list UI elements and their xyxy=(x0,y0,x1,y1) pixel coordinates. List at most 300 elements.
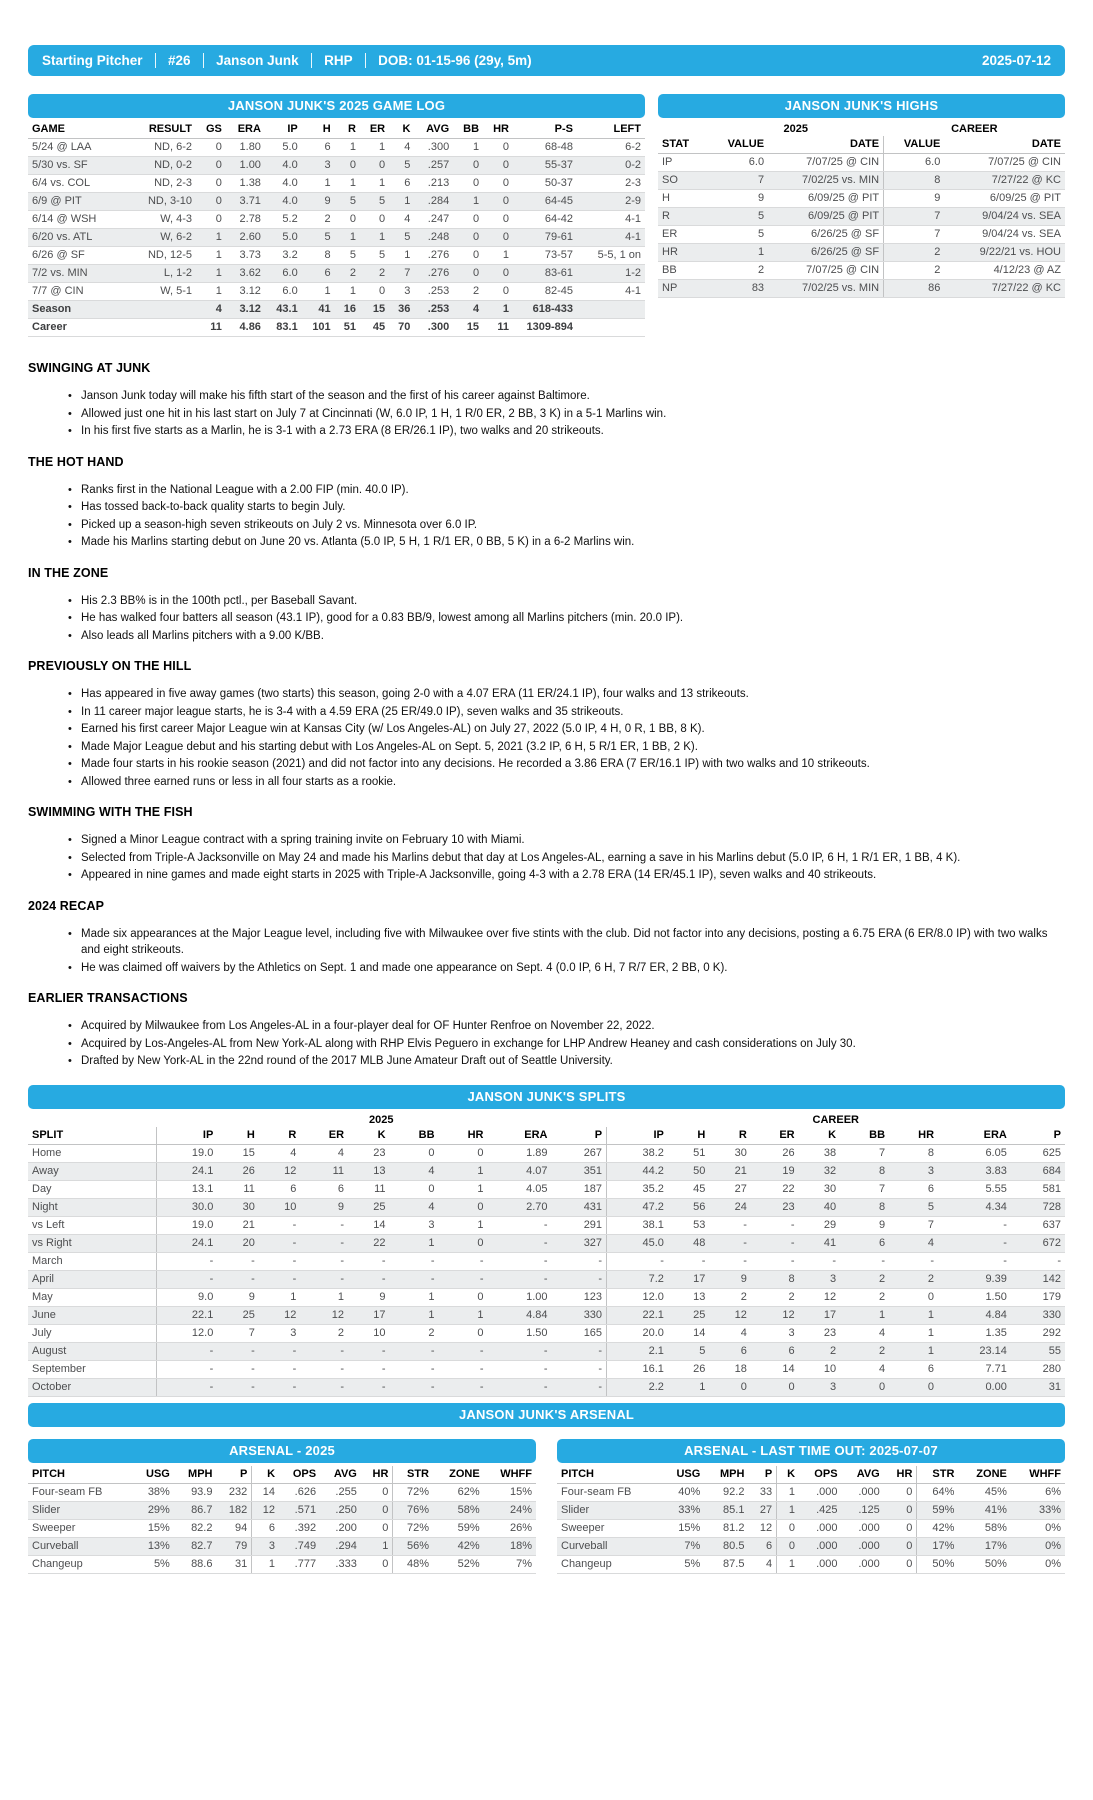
table-cell: 55 xyxy=(1011,1342,1065,1360)
table-cell: L, 1-2 xyxy=(124,265,196,283)
column-header: HR xyxy=(483,121,513,139)
table-cell: 23 xyxy=(751,1198,799,1216)
table-cell: 1.89 xyxy=(487,1144,551,1162)
table-cell: 0 xyxy=(483,139,513,157)
table-cell: 0 xyxy=(360,157,389,175)
bullet-item: • In his first five starts as a Marlin, he is 3-1 with a 2.73 ERA (8 ER/26.1 IP), two walks and 20 strikeouts. xyxy=(68,423,1065,440)
table-cell: 1 xyxy=(335,175,360,193)
table-cell: - xyxy=(217,1342,259,1360)
table-row xyxy=(28,1180,1065,1198)
table-cell: 41% xyxy=(958,1501,1010,1519)
bullet-list xyxy=(28,593,1065,645)
highs-table xyxy=(658,121,1065,298)
table-cell: 5-5, 1 on xyxy=(577,247,645,265)
column-header: ERA xyxy=(938,1127,1011,1145)
table-cell: 5.0 xyxy=(265,229,302,247)
table-cell: 0 xyxy=(483,229,513,247)
table-cell: 0% xyxy=(1011,1519,1065,1537)
table-cell: 0 xyxy=(453,247,483,265)
table-cell: - xyxy=(259,1252,301,1270)
table-row xyxy=(28,1288,1065,1306)
table-cell: 6 xyxy=(302,265,335,283)
table-cell: 6/26/25 @ SF xyxy=(768,226,884,244)
table-cell: 6 xyxy=(748,1537,776,1555)
table-cell: 17% xyxy=(958,1537,1010,1555)
highs-title-bar: JANSON JUNK'S HIGHS xyxy=(658,94,1065,118)
table-cell: Slider xyxy=(28,1501,132,1519)
table-cell: 1 xyxy=(483,247,513,265)
table-cell: 6.05 xyxy=(938,1144,1011,1162)
table-cell: - xyxy=(709,1216,751,1234)
section-the-hot-hand xyxy=(28,455,1065,551)
column-header: BB xyxy=(453,121,483,139)
table-cell: 26 xyxy=(668,1360,710,1378)
table-cell: .000 xyxy=(842,1483,884,1501)
game-log-table xyxy=(28,121,645,337)
table-cell: 3 xyxy=(889,1162,938,1180)
column-header: H xyxy=(302,121,335,139)
bullet-item: • Appeared in nine games and made eight starts in 2025 with Triple-A Jacksonville, going 4-3 with a 2.78 ERA (14 ER/45.1 IP), seven walks and 40 strikeouts. xyxy=(68,867,1065,884)
table-cell: 0 xyxy=(884,1501,917,1519)
table-cell xyxy=(577,301,645,319)
table-cell: 1.50 xyxy=(938,1288,1011,1306)
table-cell: - xyxy=(348,1252,390,1270)
table-cell: 0 xyxy=(884,1555,917,1573)
table-row xyxy=(28,1342,1065,1360)
bullet-item: • He was claimed off waivers by the Athletics on Sept. 1 and made one appearance on Sept. 4 (0.0 IP, 6 H, 7 R/7 ER, 2 BB, 0 K). xyxy=(68,960,1065,977)
date-of-birth: DOB: 01-15-96 (29y, 5m) xyxy=(378,53,532,68)
table-cell: 101 xyxy=(302,319,335,337)
table-cell: 26 xyxy=(751,1144,799,1162)
highs-group-row xyxy=(658,121,1065,136)
table-cell: 19.0 xyxy=(156,1144,217,1162)
table-cell: - xyxy=(552,1360,607,1378)
table-cell: 0 xyxy=(453,175,483,193)
table-cell: 22.1 xyxy=(156,1306,217,1324)
table-cell: 4 xyxy=(196,301,226,319)
table-cell: 4 xyxy=(889,1234,938,1252)
table-cell: 5 xyxy=(708,208,768,226)
table-cell: 4.0 xyxy=(265,175,302,193)
table-row xyxy=(28,1555,536,1573)
table-cell: - xyxy=(487,1360,551,1378)
table-cell: - xyxy=(348,1360,390,1378)
table-cell: 280 xyxy=(1011,1360,1065,1378)
table-cell: 2 xyxy=(884,244,945,262)
table-cell: 68-48 xyxy=(513,139,577,157)
table-cell: - xyxy=(259,1234,301,1252)
table-cell: 6.0 xyxy=(265,265,302,283)
table-cell: .294 xyxy=(320,1537,361,1555)
table-cell: 45.0 xyxy=(607,1234,668,1252)
table-cell: 1 xyxy=(360,229,389,247)
table-cell: 0 xyxy=(889,1288,938,1306)
table-cell: 15% xyxy=(132,1519,174,1537)
table-cell: 3.62 xyxy=(226,265,265,283)
table-cell: 6.0 xyxy=(884,154,945,172)
table-cell: 17 xyxy=(348,1306,390,1324)
table-cell: 1 xyxy=(390,1306,439,1324)
table-cell: - xyxy=(348,1270,390,1288)
table-cell: .000 xyxy=(842,1537,884,1555)
table-cell: 0 xyxy=(439,1234,488,1252)
table-cell: 6/09/25 @ PIT xyxy=(768,190,884,208)
table-cell: 2 xyxy=(799,1342,841,1360)
table-cell: 38% xyxy=(132,1483,174,1501)
table-cell: 53 xyxy=(668,1216,710,1234)
group-label-2025: 2025 xyxy=(369,1113,394,1126)
table-cell: - xyxy=(751,1234,799,1252)
table-cell: 2 xyxy=(889,1270,938,1288)
table-cell: - xyxy=(259,1360,301,1378)
table-cell: 9/04/24 vs. SEA xyxy=(944,208,1065,226)
table-cell: 52% xyxy=(433,1555,484,1573)
column-header: STR xyxy=(393,1466,433,1484)
column-header: BB xyxy=(840,1127,889,1145)
table-cell: .257 xyxy=(414,157,453,175)
table-cell: 684 xyxy=(1011,1162,1065,1180)
table-cell: 1 xyxy=(390,1288,439,1306)
arsenal-header-row xyxy=(557,1466,1065,1484)
table-cell: 8 xyxy=(889,1144,938,1162)
column-header: MPH xyxy=(174,1466,217,1484)
table-cell: 6 xyxy=(259,1180,301,1198)
table-cell: 50-37 xyxy=(513,175,577,193)
section-previously-on-the-hill xyxy=(28,659,1065,790)
table-cell: 1 xyxy=(196,229,226,247)
table-cell: .571 xyxy=(279,1501,320,1519)
table-cell: 0 xyxy=(483,211,513,229)
table-cell: 7 xyxy=(217,1324,259,1342)
divider xyxy=(365,53,367,68)
table-row xyxy=(28,1324,1065,1342)
arsenal-last-time-out-title-bar: ARSENAL - LAST TIME OUT: 2025-07-07 xyxy=(557,1439,1065,1463)
table-cell: ND, 3-10 xyxy=(124,193,196,211)
table-cell: 48% xyxy=(393,1555,433,1573)
table-cell: - xyxy=(300,1378,348,1396)
table-cell: 9 xyxy=(302,193,335,211)
table-row xyxy=(28,265,645,283)
table-cell: - xyxy=(607,1252,668,1270)
column-header: VALUE xyxy=(708,136,768,154)
table-row xyxy=(557,1537,1065,1555)
table-cell: 1 xyxy=(361,1537,393,1555)
table-cell: 7/7 @ CIN xyxy=(28,283,124,301)
table-cell: 7/07/25 @ CIN xyxy=(944,154,1065,172)
column-header: ZONE xyxy=(958,1466,1010,1484)
table-cell: 93.9 xyxy=(174,1483,217,1501)
table-cell: 5/24 @ LAA xyxy=(28,139,124,157)
game-log-title-bar: JANSON JUNK'S 2025 GAME LOG xyxy=(28,94,645,118)
column-header: DATE xyxy=(944,136,1065,154)
table-cell: - xyxy=(487,1216,551,1234)
table-cell: 1-2 xyxy=(577,265,645,283)
table-cell: 3 xyxy=(252,1537,279,1555)
table-cell: .213 xyxy=(414,175,453,193)
table-cell: - xyxy=(390,1270,439,1288)
bullet-item: • Made his Marlins starting debut on June 20 vs. Atlanta (5.0 IP, 5 H, 1 R/1 ER, 0 BB, 5 K) in a 6-2 Marlins win. xyxy=(68,534,1065,551)
table-row xyxy=(658,172,1065,190)
table-cell: 0 xyxy=(889,1378,938,1396)
table-row xyxy=(28,1537,536,1555)
game-log-section xyxy=(28,94,645,337)
section-heading: EARLIER TRANSACTIONS xyxy=(28,991,188,1005)
bullet-item: • Allowed just one hit in his last start on July 7 at Cincinnati (W, 6.0 IP, 1 H, 1 R/0 ER, 2 BB, 3 K) in a 5-1 Marlins win. xyxy=(68,406,1065,423)
table-cell: .253 xyxy=(414,283,453,301)
table-cell: 1 xyxy=(196,247,226,265)
table-cell: ND, 2-3 xyxy=(124,175,196,193)
player-role: Starting Pitcher xyxy=(42,53,143,68)
table-cell: W, 6-2 xyxy=(124,229,196,247)
column-header: SPLIT xyxy=(28,1127,156,1145)
table-cell: 12 xyxy=(751,1306,799,1324)
table-cell: 2 xyxy=(300,1324,348,1342)
table-cell: 12 xyxy=(748,1519,776,1537)
table-cell: 7 xyxy=(884,208,945,226)
table-cell: 3.12 xyxy=(226,283,265,301)
bullet-list xyxy=(28,1018,1065,1070)
column-header: K xyxy=(799,1127,841,1145)
table-cell: 24% xyxy=(484,1501,536,1519)
bullet-list xyxy=(28,482,1065,551)
table-cell: 83-61 xyxy=(513,265,577,283)
table-cell: October xyxy=(28,1378,156,1396)
table-cell: 1 xyxy=(483,301,513,319)
table-cell: 6 xyxy=(709,1342,751,1360)
table-row xyxy=(28,283,645,301)
table-cell: 3 xyxy=(259,1324,301,1342)
table-cell: 2 xyxy=(302,211,335,229)
table-cell: 40 xyxy=(799,1198,841,1216)
table-cell: 1 xyxy=(302,175,335,193)
table-cell: 7/27/22 @ KC xyxy=(944,172,1065,190)
table-cell: 16 xyxy=(335,301,360,319)
table-cell: 2 xyxy=(751,1288,799,1306)
table-cell: 179 xyxy=(1011,1288,1065,1306)
table-cell: 2 xyxy=(335,265,360,283)
table-cell: W, 4-3 xyxy=(124,211,196,229)
table-cell: .000 xyxy=(799,1537,841,1555)
table-cell: 672 xyxy=(1011,1234,1065,1252)
table-cell: 9.0 xyxy=(156,1288,217,1306)
table-cell: 55-37 xyxy=(513,157,577,175)
table-cell: 7% xyxy=(661,1537,704,1555)
table-cell: 5.2 xyxy=(265,211,302,229)
column-header: R xyxy=(259,1127,301,1145)
table-cell: 22.1 xyxy=(607,1306,668,1324)
table-cell: 1 xyxy=(889,1324,938,1342)
bullet-list xyxy=(28,832,1065,884)
table-cell: 16.1 xyxy=(607,1360,668,1378)
table-cell: - xyxy=(348,1378,390,1396)
table-cell: 3 xyxy=(751,1324,799,1342)
table-cell: 6/4 vs. COL xyxy=(28,175,124,193)
table-cell: - xyxy=(552,1270,607,1288)
arsenal-tables-row xyxy=(28,1439,1065,1574)
arsenal-last-time-out-table xyxy=(557,1466,1065,1574)
table-cell: 30 xyxy=(799,1180,841,1198)
table-cell: 0 xyxy=(483,265,513,283)
table-cell: 6/26 @ SF xyxy=(28,247,124,265)
table-cell: 17 xyxy=(668,1270,710,1288)
column-header: AVG xyxy=(842,1466,884,1484)
column-header: STAT xyxy=(658,136,708,154)
table-cell: 45 xyxy=(360,319,389,337)
table-cell: 182 xyxy=(216,1501,251,1519)
table-cell: 29% xyxy=(132,1501,174,1519)
table-cell: 6.0 xyxy=(265,283,302,301)
table-cell: 0 xyxy=(439,1288,488,1306)
table-cell: 0 xyxy=(483,157,513,175)
table-cell: 42% xyxy=(433,1537,484,1555)
table-cell: - xyxy=(487,1270,551,1288)
table-cell: 2.70 xyxy=(487,1198,551,1216)
table-cell: 7 xyxy=(884,226,945,244)
table-cell: .000 xyxy=(842,1555,884,1573)
table-cell: .000 xyxy=(799,1519,841,1537)
table-cell: ER xyxy=(658,226,708,244)
arsenal-section xyxy=(28,1403,1065,1574)
table-cell: Sweeper xyxy=(557,1519,661,1537)
table-cell: 4.05 xyxy=(487,1180,551,1198)
table-cell: 8 xyxy=(840,1162,889,1180)
table-cell: 10 xyxy=(348,1324,390,1342)
table-cell: 83 xyxy=(708,280,768,298)
table-cell: 1309-894 xyxy=(513,319,577,337)
table-cell: 14 xyxy=(668,1324,710,1342)
table-cell: Curveball xyxy=(28,1537,132,1555)
table-cell: 14 xyxy=(252,1483,279,1501)
table-cell: Four-seam FB xyxy=(557,1483,661,1501)
table-cell: 11 xyxy=(483,319,513,337)
table-cell: 0 xyxy=(196,193,226,211)
player-info xyxy=(42,53,532,68)
table-cell: - xyxy=(348,1342,390,1360)
table-cell: 1 xyxy=(259,1288,301,1306)
table-cell: 87.5 xyxy=(704,1555,748,1573)
table-row xyxy=(28,139,645,157)
table-cell: 64% xyxy=(917,1483,959,1501)
bullet-list xyxy=(28,686,1065,790)
bullet-item: • Also leads all Marlins pitchers with a 9.00 K/BB. xyxy=(68,628,1065,645)
table-cell: .777 xyxy=(279,1555,320,1573)
table-cell: 1 xyxy=(335,283,360,301)
table-cell: 8 xyxy=(302,247,335,265)
arsenal-season-title-bar: ARSENAL - 2025 xyxy=(28,1439,536,1463)
table-cell: 31 xyxy=(216,1555,251,1573)
table-cell: - xyxy=(300,1342,348,1360)
column-header: LEFT xyxy=(577,121,645,139)
throwing-hand: RHP xyxy=(324,53,353,68)
table-cell: ND, 6-2 xyxy=(124,139,196,157)
bullet-item: • Acquired by Los-Angeles-AL from New York-AL along with RHP Elvis Peguero in exchange for LHP Andrew Heaney and cash considerations on July 30. xyxy=(68,1036,1065,1053)
table-cell: Four-seam FB xyxy=(28,1483,132,1501)
column-header: IP xyxy=(156,1127,217,1145)
table-cell: 4.0 xyxy=(265,157,302,175)
table-cell: - xyxy=(300,1360,348,1378)
column-header: HR xyxy=(361,1466,393,1484)
table-cell: 11 xyxy=(348,1180,390,1198)
spacer-cell xyxy=(658,121,708,136)
table-cell: 13% xyxy=(132,1537,174,1555)
column-header: PITCH xyxy=(557,1466,661,1484)
table-cell: 21 xyxy=(709,1162,751,1180)
column-header: IP xyxy=(607,1127,668,1145)
table-cell: 14 xyxy=(751,1360,799,1378)
table-cell: Curveball xyxy=(557,1537,661,1555)
table-cell: 1 xyxy=(196,265,226,283)
table-cell: 4 xyxy=(390,1198,439,1216)
table-cell: 0% xyxy=(1011,1555,1065,1573)
table-cell: - xyxy=(259,1216,301,1234)
table-cell: 38.1 xyxy=(607,1216,668,1234)
table-cell: 2 xyxy=(709,1288,751,1306)
table-cell: 4-1 xyxy=(577,229,645,247)
table-cell: 1 xyxy=(889,1342,938,1360)
table-row xyxy=(28,193,645,211)
table-cell: 23.14 xyxy=(938,1342,1011,1360)
table-cell: June xyxy=(28,1306,156,1324)
bullet-item: • His 2.3 BB% is in the 100th pctl., per Baseball Savant. xyxy=(68,593,1065,610)
table-cell: 7 xyxy=(708,172,768,190)
table-cell: 0% xyxy=(1011,1537,1065,1555)
splits-title-bar: JANSON JUNK'S SPLITS xyxy=(28,1085,1065,1109)
table-cell: 3.12 xyxy=(226,301,265,319)
table-cell: 1 xyxy=(389,247,414,265)
table-cell: 3.73 xyxy=(226,247,265,265)
table-cell: 25 xyxy=(217,1306,259,1324)
table-cell: 51 xyxy=(668,1144,710,1162)
table-cell: 625 xyxy=(1011,1144,1065,1162)
table-cell: .749 xyxy=(279,1537,320,1555)
table-row xyxy=(557,1519,1065,1537)
table-cell: 0 xyxy=(439,1144,488,1162)
table-cell: .300 xyxy=(414,139,453,157)
table-cell: 1 xyxy=(439,1216,488,1234)
table-cell: 4/12/23 @ AZ xyxy=(944,262,1065,280)
table-cell: IP xyxy=(658,154,708,172)
table-cell: Changeup xyxy=(557,1555,661,1573)
table-row xyxy=(28,1216,1065,1234)
table-cell: 2 xyxy=(884,262,945,280)
table-row xyxy=(658,190,1065,208)
table-cell: 11 xyxy=(196,319,226,337)
table-cell: 1.35 xyxy=(938,1324,1011,1342)
table-cell: March xyxy=(28,1252,156,1270)
splits-section xyxy=(28,1085,1065,1397)
table-cell: - xyxy=(259,1342,301,1360)
column-header: ER xyxy=(360,121,389,139)
table-cell: 4 xyxy=(259,1144,301,1162)
bullet-item: • In 11 career major league starts, he is 3-4 with a 4.59 ERA (25 ER/49.0 IP), seven walks and 35 strikeouts. xyxy=(68,704,1065,721)
bullet-list xyxy=(28,926,1065,977)
table-cell: 3.2 xyxy=(265,247,302,265)
table-row xyxy=(28,1162,1065,1180)
table-cell: 9 xyxy=(348,1288,390,1306)
table-cell: August xyxy=(28,1342,156,1360)
table-cell: 232 xyxy=(216,1483,251,1501)
table-row xyxy=(28,1360,1065,1378)
table-cell: 36 xyxy=(389,301,414,319)
table-cell: .248 xyxy=(414,229,453,247)
column-header: USG xyxy=(661,1466,704,1484)
table-cell: 6/09/25 @ PIT xyxy=(944,190,1065,208)
table-cell: 6 xyxy=(840,1234,889,1252)
table-cell: 7/27/22 @ KC xyxy=(944,280,1065,298)
table-cell: 2 xyxy=(840,1288,889,1306)
bullet-list xyxy=(28,388,1065,440)
table-cell: 5/30 vs. SF xyxy=(28,157,124,175)
